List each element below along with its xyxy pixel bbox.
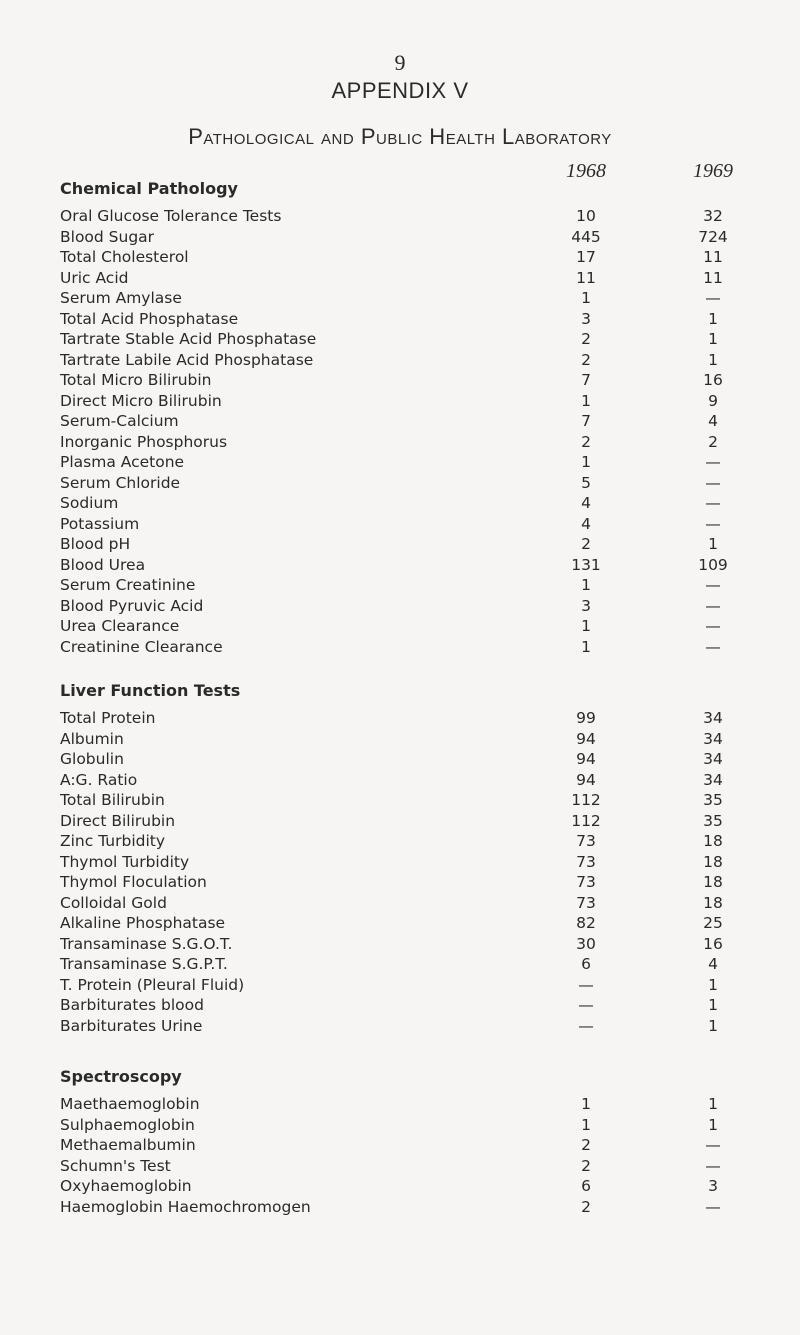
cell-text: 18 bbox=[703, 832, 723, 850]
cell-text: 2 bbox=[581, 1156, 591, 1175]
row-label: A:G. Ratio bbox=[60, 770, 138, 789]
row-label: Serum Creatinine bbox=[60, 576, 196, 594]
cell-text: 1 bbox=[708, 535, 718, 553]
row-label: Serum-Calcium bbox=[60, 412, 179, 430]
cell-text: 724 bbox=[698, 227, 728, 246]
table-row bbox=[60, 995, 760, 1016]
table-row bbox=[60, 452, 760, 473]
cell-text: 5 bbox=[581, 473, 591, 492]
table-row bbox=[60, 432, 760, 453]
cell-text: 1 bbox=[708, 350, 718, 369]
table-row bbox=[60, 473, 760, 494]
table-row bbox=[60, 893, 760, 914]
cell-text: 6 bbox=[581, 955, 591, 973]
cell-text: 1 bbox=[708, 975, 718, 994]
row-label: Urea Clearance bbox=[60, 617, 180, 635]
table-row bbox=[60, 729, 760, 750]
cell-text: 3 bbox=[708, 1177, 718, 1195]
cell-text: — bbox=[705, 289, 721, 307]
cell-text: 17 bbox=[576, 248, 596, 266]
table-row bbox=[60, 309, 760, 330]
cell-text: 109 bbox=[698, 555, 728, 574]
row-label: Albumin bbox=[60, 729, 124, 748]
laboratory-title: Pathological and Public Health Laboratory bbox=[188, 124, 612, 149]
cell-text: 11 bbox=[703, 268, 723, 287]
table-row bbox=[60, 637, 760, 658]
row-label: Blood Pyruvic Acid bbox=[60, 596, 204, 615]
table-row bbox=[60, 1135, 760, 1156]
section-liver-function-tests bbox=[60, 678, 760, 1036]
cell-text: 30 bbox=[576, 934, 596, 953]
cell-text: 6 bbox=[581, 1177, 591, 1195]
cell-text: 35 bbox=[703, 791, 723, 809]
row-label: Transaminase S.G.O.T. bbox=[60, 934, 233, 953]
row-label: Transaminase S.G.P.T. bbox=[60, 955, 228, 973]
row-label: Zinc Turbidity bbox=[60, 832, 166, 850]
table-row bbox=[60, 790, 760, 811]
cell-text: — bbox=[705, 596, 721, 615]
row-label: Thymol Floculation bbox=[60, 873, 207, 891]
cell-text: — bbox=[705, 494, 721, 512]
table-row bbox=[60, 596, 760, 617]
cell-text: 73 bbox=[576, 893, 596, 912]
cell-text: — bbox=[578, 1016, 594, 1035]
table-row bbox=[60, 370, 760, 391]
cell-text: 7 bbox=[581, 371, 591, 389]
row-label: Methaemalbumin bbox=[60, 1136, 196, 1154]
cell-text: 1 bbox=[708, 1016, 718, 1035]
table-row bbox=[60, 749, 760, 770]
cell-text: 9 bbox=[708, 391, 718, 410]
row-label: T. Protein (Pleural Fluid) bbox=[60, 975, 245, 994]
row-label: Sulphaemoglobin bbox=[60, 1115, 195, 1134]
cell-text: 1 bbox=[708, 1095, 718, 1113]
row-label: Creatinine Clearance bbox=[60, 637, 223, 656]
cell-text: 16 bbox=[703, 934, 723, 953]
cell-text: 99 bbox=[576, 709, 596, 727]
cell-text: 11 bbox=[703, 248, 723, 266]
cell-text: — bbox=[705, 453, 721, 471]
cell-text: 4 bbox=[708, 955, 718, 973]
row-label: Maethaemoglobin bbox=[60, 1095, 200, 1113]
cell-text: 1 bbox=[581, 637, 591, 656]
table-row bbox=[60, 872, 760, 893]
table-row bbox=[60, 514, 760, 535]
cell-text: 18 bbox=[703, 893, 723, 912]
cell-text: — bbox=[705, 617, 721, 635]
cell-text: 3 bbox=[581, 596, 591, 615]
table-row bbox=[60, 934, 760, 955]
cell-text: — bbox=[705, 1197, 721, 1216]
cell-text: — bbox=[705, 473, 721, 492]
table-row bbox=[60, 247, 760, 268]
cell-text: 34 bbox=[703, 770, 723, 789]
table-row bbox=[60, 1156, 760, 1177]
cell-text: 2 bbox=[581, 432, 591, 451]
table-row bbox=[60, 831, 760, 852]
cell-text: 112 bbox=[571, 811, 601, 830]
table-rows bbox=[60, 708, 760, 1036]
row-label: Total Micro Bilirubin bbox=[60, 371, 212, 389]
row-label: Oral Glucose Tolerance Tests bbox=[60, 207, 282, 225]
cell-text: 4 bbox=[581, 514, 591, 533]
cell-text: 2 bbox=[581, 330, 591, 348]
row-label: Direct Bilirubin bbox=[60, 811, 176, 830]
year-header-1969: 1969 bbox=[693, 160, 733, 182]
cell-text: — bbox=[705, 1136, 721, 1154]
cell-text: 94 bbox=[576, 750, 596, 768]
cell-text: — bbox=[705, 576, 721, 594]
cell-text: 7 bbox=[581, 412, 591, 430]
row-label: Colloidal Gold bbox=[60, 893, 167, 912]
table-row bbox=[60, 391, 760, 412]
table-row bbox=[60, 770, 760, 791]
table-row bbox=[60, 1094, 760, 1115]
cell-text: 3 bbox=[581, 309, 591, 328]
cell-text: 2 bbox=[581, 1136, 591, 1154]
cell-text: 73 bbox=[576, 832, 596, 850]
cell-text: 18 bbox=[703, 852, 723, 871]
table-row bbox=[60, 288, 760, 309]
row-label: Serum Chloride bbox=[60, 473, 181, 492]
year-header-1968: 1968 bbox=[566, 160, 606, 182]
cell-text: 73 bbox=[576, 852, 596, 871]
cell-text: 32 bbox=[703, 207, 723, 225]
row-label: Thymol Turbidity bbox=[60, 852, 190, 871]
cell-text: 2 bbox=[581, 535, 591, 553]
row-label: Blood pH bbox=[60, 535, 131, 553]
row-label: Total Bilirubin bbox=[60, 791, 165, 809]
cell-text: 34 bbox=[703, 750, 723, 768]
row-label: Oxyhaemoglobin bbox=[60, 1177, 192, 1195]
table-row bbox=[60, 575, 760, 596]
table-row bbox=[60, 329, 760, 350]
appendix-title: APPENDIX V bbox=[331, 78, 469, 103]
table-row bbox=[60, 708, 760, 729]
cell-text: 34 bbox=[703, 709, 723, 727]
cell-text: 1 bbox=[581, 453, 591, 471]
table-row bbox=[60, 534, 760, 555]
row-label: Barbiturates blood bbox=[60, 996, 204, 1014]
cell-text: — bbox=[705, 637, 721, 656]
cell-text: 4 bbox=[581, 494, 591, 512]
cell-text: 1 bbox=[708, 1115, 718, 1134]
cell-text: — bbox=[705, 514, 721, 533]
table-row bbox=[60, 555, 760, 576]
cell-text: 18 bbox=[703, 873, 723, 891]
cell-text: 16 bbox=[703, 371, 723, 389]
cell-text: 35 bbox=[703, 811, 723, 830]
table-row bbox=[60, 1115, 760, 1136]
cell-text: — bbox=[578, 996, 594, 1014]
cell-text: — bbox=[705, 1156, 721, 1175]
cell-text: 1 bbox=[708, 996, 718, 1014]
table-row bbox=[60, 913, 760, 934]
cell-text: 11 bbox=[576, 268, 596, 287]
section-title: Spectroscopy bbox=[60, 1067, 182, 1086]
cell-text: 10 bbox=[576, 207, 596, 225]
table-row bbox=[60, 1197, 760, 1218]
table-row bbox=[60, 616, 760, 637]
row-label: Serum Amylase bbox=[60, 289, 182, 307]
cell-text: 1 bbox=[581, 617, 591, 635]
cell-text: 1 bbox=[581, 1095, 591, 1113]
cell-text: 1 bbox=[581, 1115, 591, 1134]
cell-text: 131 bbox=[571, 555, 601, 574]
row-label: Schumn's Test bbox=[60, 1156, 171, 1175]
table-row bbox=[60, 975, 760, 996]
table-row bbox=[60, 852, 760, 873]
table-row bbox=[60, 811, 760, 832]
row-label: Direct Micro Bilirubin bbox=[60, 391, 222, 410]
row-label: Total Protein bbox=[60, 709, 156, 727]
cell-text: 82 bbox=[576, 914, 596, 932]
row-label: Barbiturates Urine bbox=[60, 1016, 203, 1035]
cell-text: 94 bbox=[576, 770, 596, 789]
row-label: Tartrate Stable Acid Phosphatase bbox=[60, 330, 317, 348]
table-row bbox=[60, 1176, 760, 1197]
cell-text: 2 bbox=[581, 1197, 591, 1216]
cell-text: 34 bbox=[703, 729, 723, 748]
table-row bbox=[60, 268, 760, 289]
table-rows bbox=[60, 1094, 760, 1217]
row-label: Total Acid Phosphatase bbox=[60, 309, 239, 328]
row-label: Haemoglobin Haemochromogen bbox=[60, 1197, 311, 1216]
row-label: Sodium bbox=[60, 494, 119, 512]
cell-text: 2 bbox=[708, 432, 718, 451]
table-rows bbox=[60, 206, 760, 657]
table-row bbox=[60, 954, 760, 975]
page-number: 9 bbox=[394, 50, 406, 75]
table-row bbox=[60, 227, 760, 248]
cell-text: 1 bbox=[581, 289, 591, 307]
row-label: Blood Sugar bbox=[60, 227, 155, 246]
row-label: Inorganic Phosphorus bbox=[60, 432, 228, 451]
section-chemical-pathology bbox=[60, 176, 760, 657]
table-row bbox=[60, 206, 760, 227]
row-label: Globulin bbox=[60, 750, 124, 768]
cell-text: 1 bbox=[708, 309, 718, 328]
row-label: Uric Acid bbox=[60, 268, 129, 287]
row-label: Potassium bbox=[60, 514, 140, 533]
cell-text: 445 bbox=[571, 227, 601, 246]
cell-text: 73 bbox=[576, 873, 596, 891]
cell-text: 1 bbox=[581, 576, 591, 594]
table-row bbox=[60, 411, 760, 432]
table-row bbox=[60, 493, 760, 514]
section-title: Chemical Pathology bbox=[60, 179, 238, 198]
cell-text: 94 bbox=[576, 729, 596, 748]
row-label: Total Cholesterol bbox=[60, 248, 189, 266]
cell-text: 1 bbox=[708, 330, 718, 348]
table-row bbox=[60, 350, 760, 371]
cell-text: 1 bbox=[581, 391, 591, 410]
cell-text: 2 bbox=[581, 350, 591, 369]
section-title: Liver Function Tests bbox=[60, 681, 241, 700]
row-label: Blood Urea bbox=[60, 555, 146, 574]
row-label: Plasma Acetone bbox=[60, 453, 185, 471]
cell-text: 112 bbox=[571, 791, 601, 809]
section-spectroscopy bbox=[60, 1064, 760, 1217]
cell-text: 25 bbox=[703, 914, 723, 932]
row-label: Alkaline Phosphatase bbox=[60, 914, 226, 932]
table-row bbox=[60, 1016, 760, 1037]
row-label: Tartrate Labile Acid Phosphatase bbox=[60, 350, 314, 369]
cell-text: 4 bbox=[708, 412, 718, 430]
cell-text: — bbox=[578, 975, 594, 994]
